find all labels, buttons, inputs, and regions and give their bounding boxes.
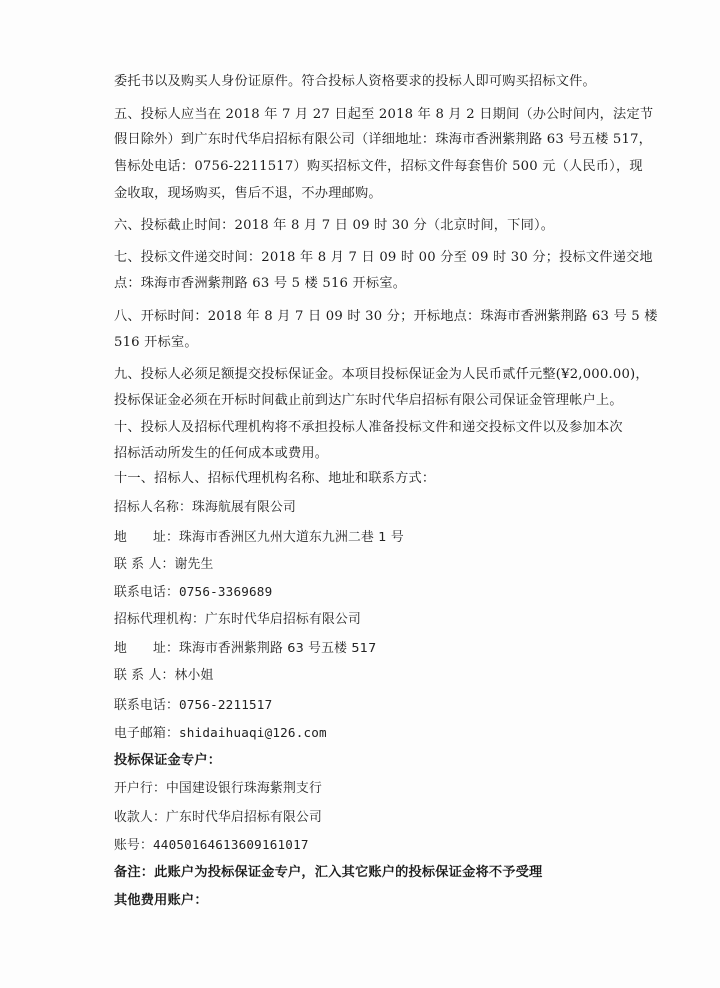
account-value: 44050164613609161017	[153, 837, 309, 852]
agency-contact-value: 林小姐	[174, 668, 214, 683]
text-line: 516 开标室。	[114, 335, 198, 350]
tenderer-address-label: 地 址：	[114, 530, 179, 545]
bank-label: 开户行：	[114, 781, 166, 796]
text-line: 十、投标人及招标代理机构将不承担投标人准备投标文件和递交投标文件以及参加本次	[114, 420, 623, 435]
text-line: 投标保证金必须在开标时间截止前到达广东时代华启招标有限公司保证金管理帐户上。	[114, 393, 623, 408]
text-line: 售标处电话：0756-2211517）购买招标文件，招标文件每套售价 500 元（人民币），现	[114, 159, 643, 174]
agency-name-row	[114, 611, 620, 629]
deposit-bank-row	[114, 780, 620, 798]
text-line: 六、投标截止时间：2018 年 8 月 7 日 09 时 30 分（北京时间，下同）。	[114, 218, 555, 233]
agency-address-row	[114, 640, 620, 658]
agency-name-label: 招标代理机构：	[114, 612, 205, 627]
tenderer-address-value: 珠海市香洲区九州大道东九洲二巷 1 号	[178, 530, 404, 545]
tenderer-name-row	[114, 499, 620, 517]
payee-label: 收款人：	[114, 810, 166, 825]
text-line: 七、投标文件递交时间：2018 年 8 月 7 日 09 时 00 分至 09 时 30 分；投标文件递交地	[114, 250, 653, 265]
text-line: 八、开标时间：2018 年 8 月 7 日 09 时 30 分；开标地点：珠海市香洲紫荆路 63 号 5 楼	[114, 309, 658, 324]
tenderer-phone-value: 0756-3369689	[178, 584, 273, 599]
tenderer-name-value: 珠海航展有限公司	[191, 500, 296, 515]
text-line: 委托书以及购买人身份证原件。符合投标人资格要求的投标人即可购买招标文件。	[114, 74, 596, 89]
agency-phone-row	[114, 696, 620, 715]
agency-phone-label: 联系电话：	[114, 698, 179, 713]
email-label: 电子邮箱：	[114, 726, 179, 741]
deposit-payee-row	[114, 809, 620, 827]
agency-email-row	[114, 724, 620, 743]
deposit-account-heading: 投标保证金专户：	[114, 753, 222, 768]
tenderer-name-label: 招标人名称：	[114, 500, 192, 515]
tenderer-contact-value: 谢先生	[174, 557, 214, 572]
section-eleven-heading: 十一、招标人、招标代理机构名称、地址和联系方式：	[114, 471, 436, 486]
other-fees-heading: 其他费用账户：	[114, 893, 208, 908]
tenderer-contact-label: 联 系 人：	[114, 557, 175, 572]
tenderer-phone-label: 联系电话：	[114, 585, 179, 600]
agency-phone-value: 0756-2211517	[178, 697, 273, 712]
payee-value: 广东时代华启招标有限公司	[166, 810, 322, 825]
account-label: 账号：	[114, 838, 153, 853]
text-line: 九、投标人必须足额提交投标保证金。本项目投标保证金为人民币贰仟元整(¥2,000.00)，	[114, 367, 649, 382]
agency-contact-label: 联 系 人：	[114, 668, 175, 683]
bank-value: 中国建设银行珠海紫荆支行	[166, 781, 322, 796]
deposit-note: 备注：此账户为投标保证金专户，汇入其它账户的投标保证金将不予受理	[114, 865, 543, 880]
email-value: shidaihuaqi@126.com	[178, 725, 327, 740]
text-line: 五、投标人应当在 2018 年 7 月 27 日起至 2018 年 8 月 2 日期间（办公时间内，法定节	[114, 107, 654, 122]
text-line: 招标活动所发生的任何成本或费用。	[114, 446, 329, 461]
text-line: 金收取，现场购买，售后不退，不办理邮购。	[114, 186, 382, 201]
text-line: 点：珠海市香洲紫荆路 63 号 5 楼 516 开标室。	[114, 276, 407, 291]
agency-address-label: 地 址：	[114, 641, 179, 656]
agency-contact-row	[114, 667, 620, 685]
tenderer-phone-row	[114, 583, 620, 602]
text-line: 假日除外）到广东时代华启招标有限公司（详细地址：珠海市香洲紫荆路 63 号五楼 517，	[114, 132, 653, 147]
tenderer-contact-row	[114, 556, 620, 574]
deposit-account-row	[114, 836, 620, 855]
agency-address-value: 珠海市香洲紫荆路 63 号五楼 517	[178, 641, 377, 656]
tenderer-address-row	[114, 529, 620, 547]
agency-name-value: 广东时代华启招标有限公司	[204, 612, 361, 627]
